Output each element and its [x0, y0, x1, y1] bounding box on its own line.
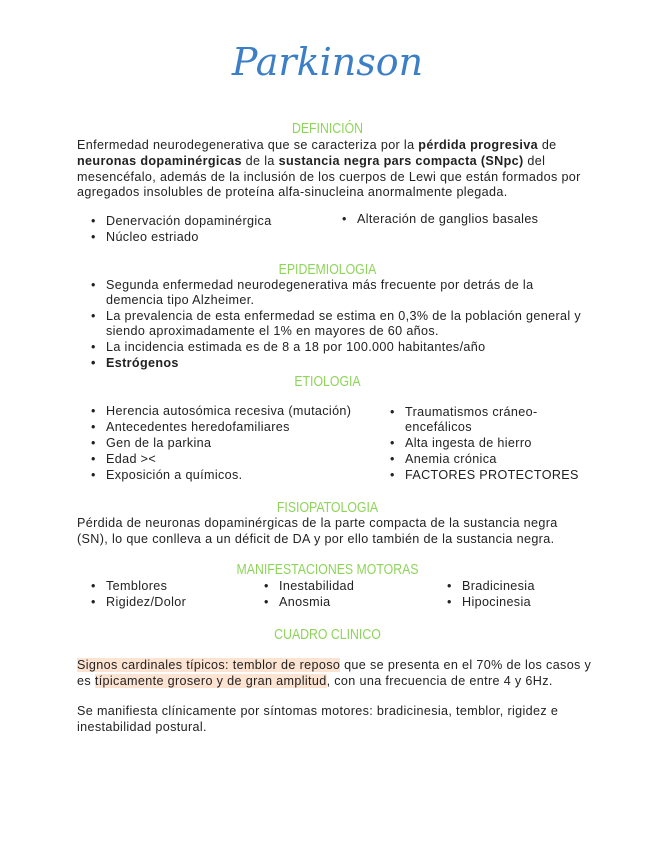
list-item: • Temblores	[106, 578, 167, 594]
list-item: • Denervación dopaminérgica	[106, 213, 272, 229]
list-item: • Bradicinesia	[462, 578, 535, 594]
definicion-line	[77, 137, 557, 153]
fisiopatologia-line: Pérdida de neuronas dopaminérgicas de la parte compacta de la sustancia negra	[77, 516, 558, 530]
list-item: • Segunda enfermedad neurodegenerativa más frecuente por detrás de la	[106, 277, 533, 293]
list-item: • Herencia autosómica recesiva (mutación)	[106, 403, 351, 419]
bold-text: sustancia negra pars compacta (SNpc)	[278, 154, 524, 168]
list-item: • Anosmia	[279, 594, 330, 610]
fisiopatologia-line: (SN), lo que conlleva a un déficit de DA y por ello también de la sustancia negra.	[77, 532, 555, 546]
list-item: • Inestabilidad	[279, 578, 354, 594]
heading-cuadro-clinico: CUADRO CLINICO	[274, 626, 381, 643]
list-item: • La incidencia estimada es de 8 a 18 por 100.000 habitantes/año	[106, 339, 485, 355]
highlighted-text: típicamente grosero y de gran amplitud	[94, 674, 327, 688]
definicion-line	[77, 153, 545, 169]
list-item-cont: encefálicos	[405, 420, 472, 434]
text: de	[537, 138, 557, 152]
list-item: • Edad ><	[106, 451, 156, 467]
list-item: • FACTORES PROTECTORES	[405, 467, 579, 483]
heading-etiologia: ETIOLOGIA	[294, 373, 361, 390]
list-item-cont: siendo aproximadamente el 1% en mayores de 60 años.	[106, 324, 439, 338]
definicion-line: mesencéfalo, además de la inclusión de los cuerpos de Lewi que están formados por	[77, 170, 581, 184]
definicion-line: agregados insolubles de proteína alfa-sinucleina anormalmente plegada.	[77, 185, 508, 199]
list-item: • Estrógenos	[106, 355, 179, 371]
list-item: • Hipocinesia	[462, 594, 531, 610]
highlighted-text: Signos cardinales típicos: temblor de reposo	[77, 658, 341, 672]
list-item: • Núcleo estriado	[106, 229, 199, 245]
list-item-cont: demencia tipo Alzheimer.	[106, 293, 255, 307]
cuadro-line: Se manifiesta clínicamente por síntomas motores: bradicinesia, temblor, rigidez e	[77, 704, 559, 718]
list-item: • Anemia crónica	[405, 451, 497, 467]
cuadro-line	[77, 657, 591, 673]
heading-fisiopatologia: FISIOPATOLOGIA	[276, 499, 379, 516]
list-item: • Gen de la parkina	[106, 435, 211, 451]
text: que se presenta en el 70% de los casos y	[340, 658, 592, 672]
list-item: • Antecedentes heredofamiliares	[106, 419, 290, 435]
text: de la	[241, 154, 279, 168]
bold-text: pérdida progresiva	[418, 138, 538, 152]
text: es	[77, 674, 95, 688]
heading-definicion: DEFINICIÓN	[291, 120, 364, 137]
cuadro-line	[77, 673, 553, 689]
list-item: • Alta ingesta de hierro	[405, 435, 532, 451]
bold-text: neuronas dopaminérgicas	[77, 154, 242, 168]
list-item: • Traumatismos cráneo-	[405, 404, 538, 420]
text: Enfermedad neurodegenerativa que se caracteriza por la	[77, 138, 419, 152]
list-item: • La prevalencia de esta enfermedad se estima en 0,3% de la población general y	[106, 308, 581, 324]
list-item: • Alteración de ganglios basales	[357, 211, 538, 227]
cuadro-line: inestabilidad postural.	[77, 720, 207, 734]
list-item: • Exposición a químicos.	[106, 467, 243, 483]
page-title: Parkinson	[231, 40, 424, 84]
text: , con una frecuencia de entre 4 y 6Hz.	[326, 674, 553, 688]
heading-epidemiologia: EPIDEMIOLOGIA	[278, 261, 377, 278]
heading-manifestaciones: MANIFESTACIONES MOTORAS	[236, 561, 419, 578]
text: del	[523, 154, 546, 168]
list-item: • Rigidez/Dolor	[106, 594, 186, 610]
